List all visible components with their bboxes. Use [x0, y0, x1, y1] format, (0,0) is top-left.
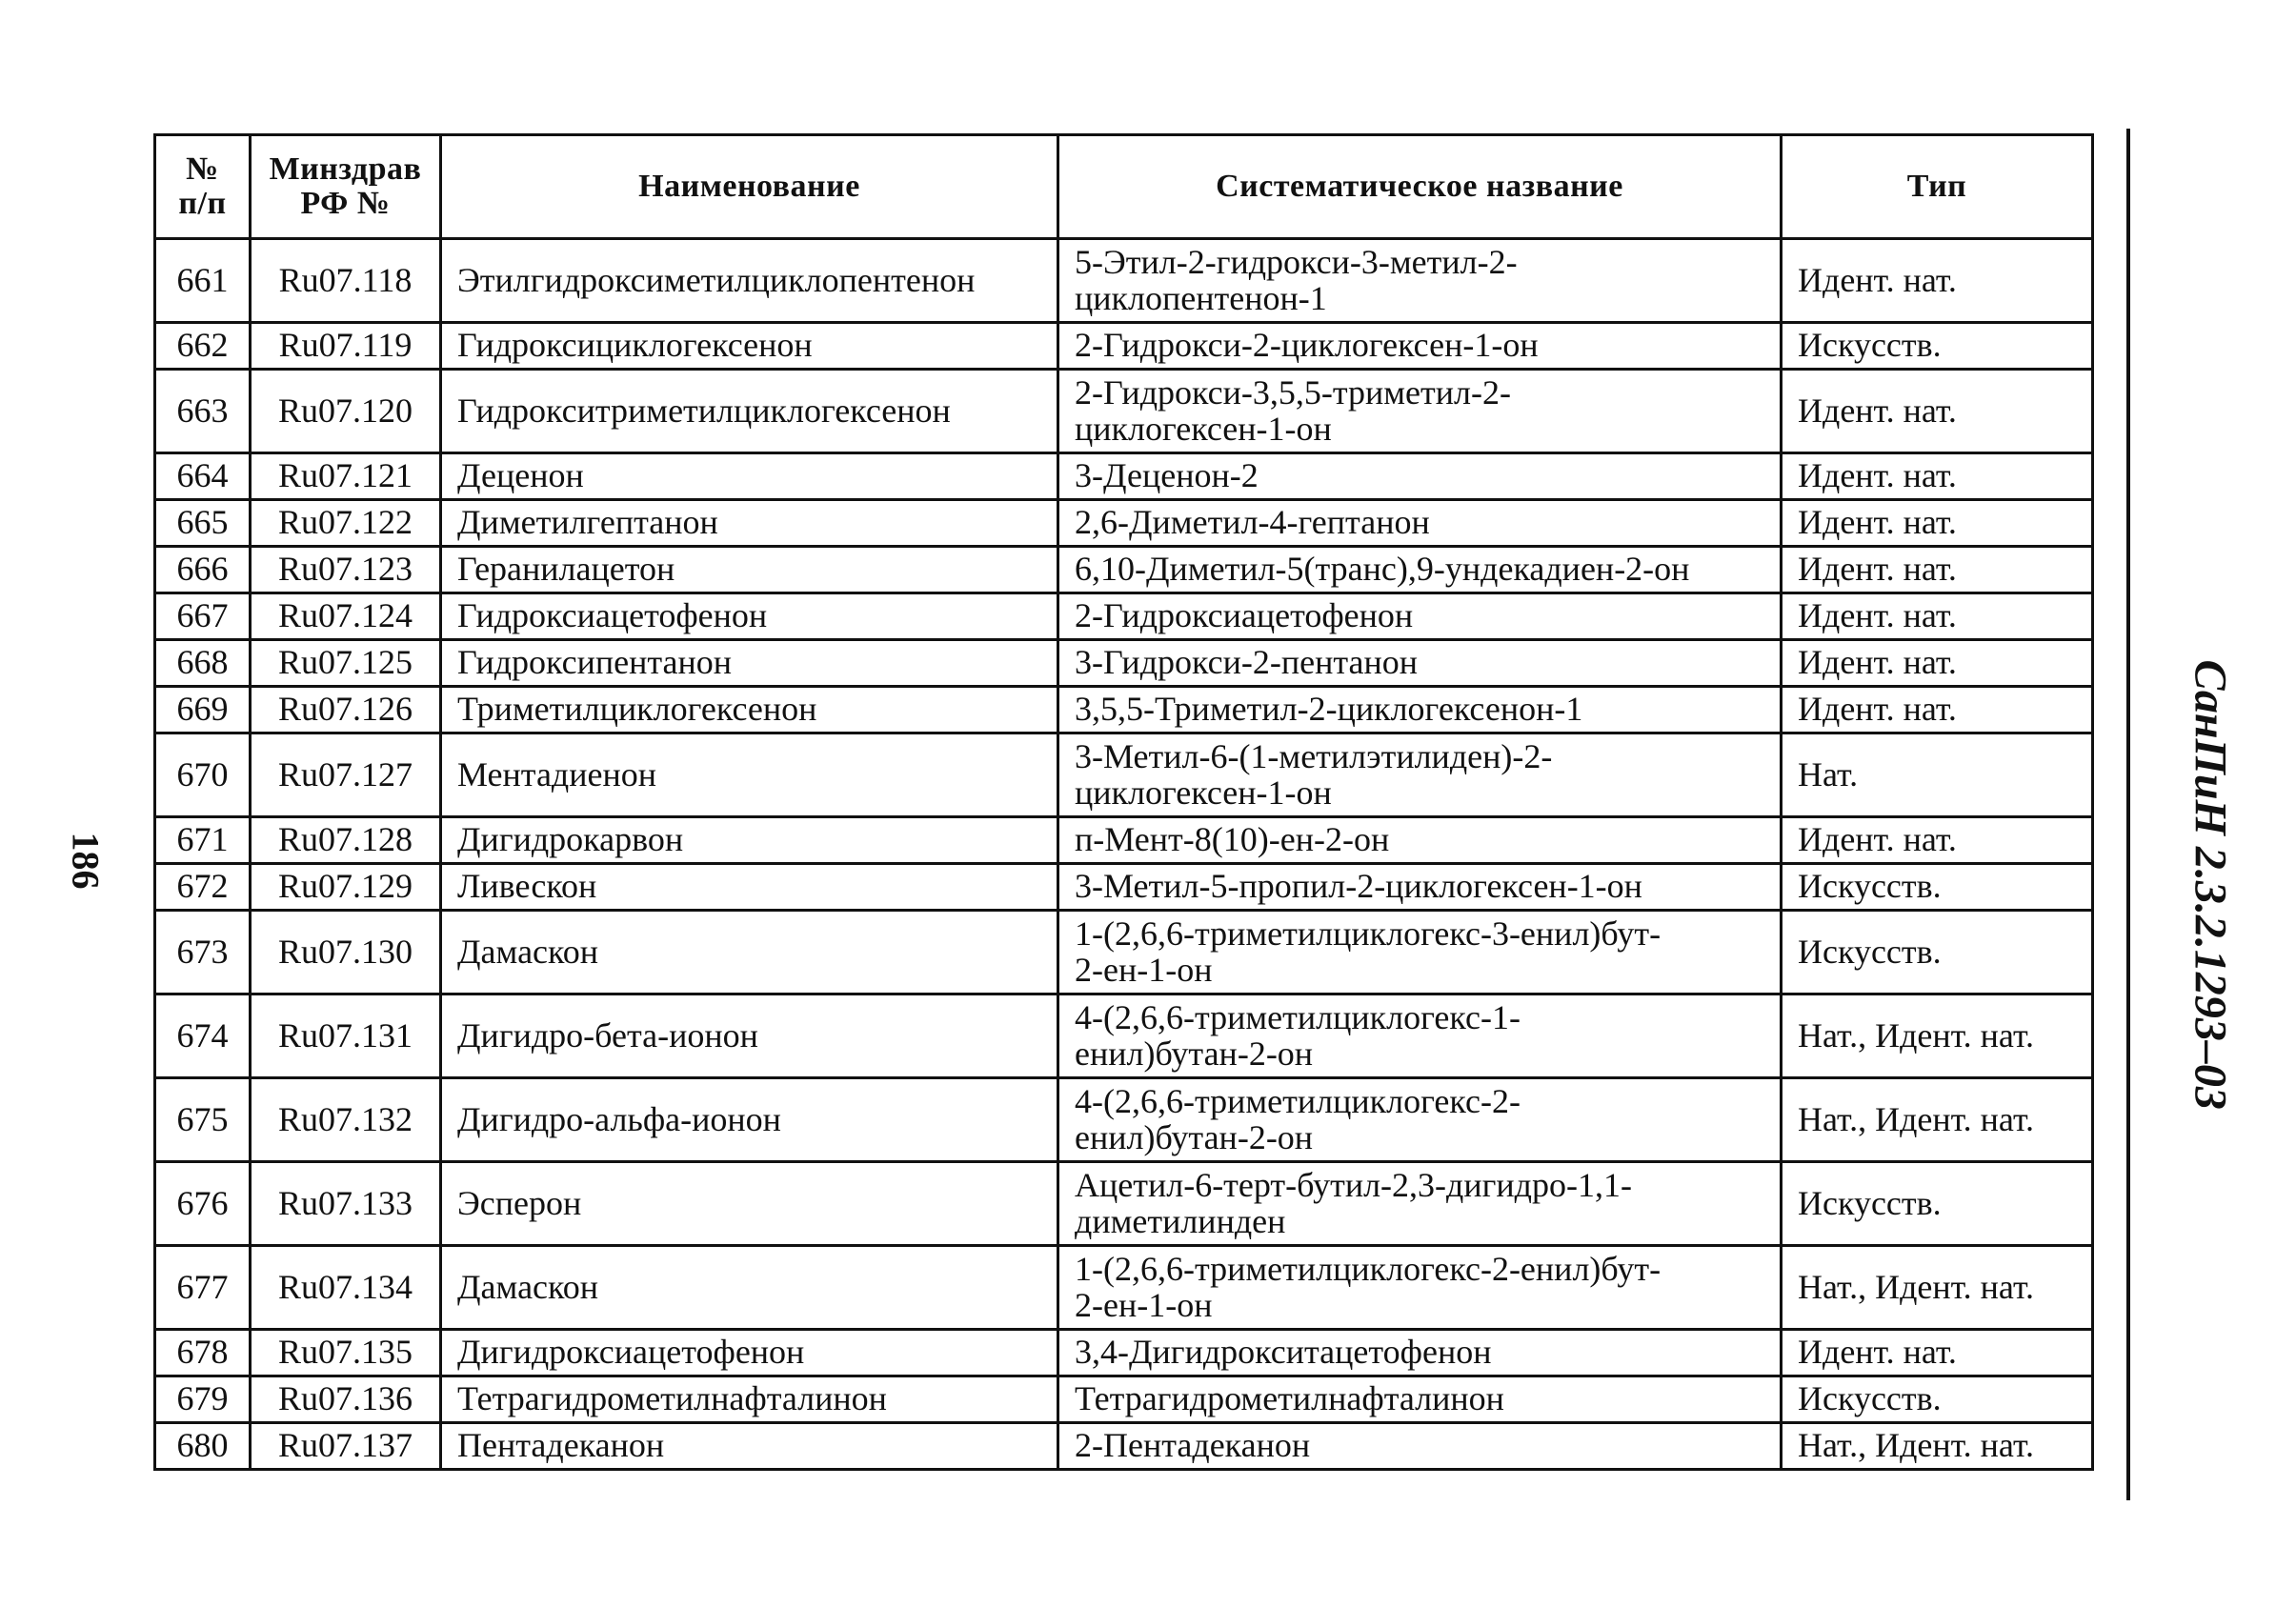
row-number: 678 [155, 1330, 251, 1376]
table-row [155, 500, 2093, 547]
systematic-name-line: 3,5,5-Триметил-2-циклогексенон-1 [1075, 690, 1583, 729]
row-number: 669 [155, 687, 251, 733]
row-systematic-name [1058, 687, 1782, 733]
systematic-name-line: 4-(2,6,6-триметилциклогекс-1- [1075, 997, 1521, 1036]
row-number: 673 [155, 911, 251, 994]
header-number [155, 135, 251, 239]
table-row [155, 370, 2093, 453]
row-ministry-code: Ru07.119 [251, 323, 441, 370]
systematic-name-line: 2-Пентадеканон [1075, 1426, 1311, 1465]
row-type: Нат., Идент. нат. [1782, 1423, 2093, 1470]
systematic-name-line: 6,10-Диметил-5(транс),9-ундекадиен-2-он [1075, 550, 1690, 589]
row-number: 668 [155, 640, 251, 687]
row-ministry-code: Ru07.124 [251, 593, 441, 640]
row-name: Ментадиенон [441, 733, 1058, 817]
running-title: СанПиН 2.3.2.1293–03 [2185, 659, 2236, 1110]
systematic-name-line: циклогексен-1-он [1075, 773, 1332, 812]
systematic-name-line: енил)бутан-2-он [1075, 1034, 1314, 1073]
systematic-name-line: п-Мент-8(10)-ен-2-он [1075, 820, 1390, 859]
systematic-name-line: 2,6-Диметил-4-гептанон [1075, 503, 1430, 542]
table-row [155, 453, 2093, 500]
row-name: Дигидро-альфа-ионон [441, 1078, 1058, 1162]
row-number: 672 [155, 864, 251, 911]
row-name: Пентадеканон [441, 1423, 1058, 1470]
row-number: 679 [155, 1376, 251, 1423]
table-row [155, 1162, 2093, 1246]
row-ministry-code: Ru07.123 [251, 547, 441, 593]
systematic-name-line: 3-Гидрокси-2-пентанон [1075, 643, 1419, 682]
table-row [155, 733, 2093, 817]
header-systematic-name: Систематическое название [1058, 135, 1782, 239]
row-ministry-code: Ru07.120 [251, 370, 441, 453]
systematic-name-line: 3-Деценон-2 [1075, 456, 1259, 495]
row-systematic-name [1058, 593, 1782, 640]
row-systematic-name [1058, 817, 1782, 864]
table-row [155, 1078, 2093, 1162]
row-name: Триметилциклогексенон [441, 687, 1058, 733]
row-type: Нат. [1782, 733, 2093, 817]
row-ministry-code: Ru07.132 [251, 1078, 441, 1162]
row-systematic-name [1058, 994, 1782, 1078]
row-type: Нат., Идент. нат. [1782, 1078, 2093, 1162]
systematic-name-line: енил)бутан-2-он [1075, 1117, 1314, 1156]
row-number: 667 [155, 593, 251, 640]
row-type: Идент. нат. [1782, 547, 2093, 593]
row-number: 670 [155, 733, 251, 817]
row-systematic-name [1058, 1078, 1782, 1162]
systematic-name-line: циклопентенон-1 [1075, 278, 1327, 317]
row-ministry-code: Ru07.136 [251, 1376, 441, 1423]
systematic-name-line: 3-Метил-5-пропил-2-циклогексен-1-он [1075, 867, 1642, 906]
row-systematic-name [1058, 640, 1782, 687]
row-type: Идент. нат. [1782, 370, 2093, 453]
row-systematic-name [1058, 500, 1782, 547]
table-row [155, 911, 2093, 994]
row-systematic-name [1058, 547, 1782, 593]
row-number: 663 [155, 370, 251, 453]
row-number: 674 [155, 994, 251, 1078]
table-row [155, 1423, 2093, 1470]
row-name: Гидроксипентанон [441, 640, 1058, 687]
row-ministry-code: Ru07.118 [251, 239, 441, 323]
row-type: Искусств. [1782, 864, 2093, 911]
row-systematic-name [1058, 864, 1782, 911]
row-type: Идент. нат. [1782, 239, 2093, 323]
row-number: 676 [155, 1162, 251, 1246]
table-header-row [155, 135, 2093, 239]
row-systematic-name [1058, 453, 1782, 500]
row-type: Идент. нат. [1782, 453, 2093, 500]
row-ministry-code: Ru07.131 [251, 994, 441, 1078]
row-ministry-code: Ru07.133 [251, 1162, 441, 1246]
flavoring-substances-table [153, 133, 2094, 1471]
row-name: Дигидро-бета-ионон [441, 994, 1058, 1078]
header-code-line2: РФ № [300, 186, 391, 221]
systematic-name-line: диметилинден [1075, 1201, 1286, 1240]
table-body [155, 239, 2093, 1470]
row-systematic-name [1058, 1330, 1782, 1376]
vertical-rule [2126, 129, 2130, 1500]
row-type: Идент. нат. [1782, 640, 2093, 687]
row-number: 671 [155, 817, 251, 864]
row-name: Эсперон [441, 1162, 1058, 1246]
header-number-line1: № [186, 151, 219, 188]
systematic-name-line: 2-Гидрокси-2-циклогексен-1-он [1075, 326, 1539, 365]
row-ministry-code: Ru07.130 [251, 911, 441, 994]
row-name: Дигидроксиацетофенон [441, 1330, 1058, 1376]
table-row [155, 323, 2093, 370]
row-name: Диметилгептанон [441, 500, 1058, 547]
row-type: Идент. нат. [1782, 1330, 2093, 1376]
row-name: Этилгидроксиметилциклопентенон [441, 239, 1058, 323]
row-type: Нат., Идент. нат. [1782, 994, 2093, 1078]
row-name: Тетрагидрометилнафталинон [441, 1376, 1058, 1423]
table-row [155, 640, 2093, 687]
systematic-name-line: Тетрагидрометилнафталинон [1075, 1379, 1504, 1418]
header-name: Наименование [441, 135, 1058, 239]
row-ministry-code: Ru07.126 [251, 687, 441, 733]
systematic-name-line: Ацетил-6-терт-бутил-2,3-дигидро-1,1- [1075, 1165, 1632, 1204]
row-ministry-code: Ru07.127 [251, 733, 441, 817]
row-number: 665 [155, 500, 251, 547]
header-ministry-code [251, 135, 441, 239]
row-ministry-code: Ru07.135 [251, 1330, 441, 1376]
header-code-line1: Минздрав [269, 151, 422, 188]
row-ministry-code: Ru07.134 [251, 1246, 441, 1330]
systematic-name-line: 3,4-Дигидрокситацетофенон [1075, 1333, 1492, 1372]
table-row [155, 1246, 2093, 1330]
row-name: Геранилацетон [441, 547, 1058, 593]
row-name: Гидроксиацетофенон [441, 593, 1058, 640]
row-number: 680 [155, 1423, 251, 1470]
row-type: Искусств. [1782, 911, 2093, 994]
row-type: Идент. нат. [1782, 593, 2093, 640]
systematic-name-line: 2-ен-1-он [1075, 1285, 1213, 1324]
row-systematic-name [1058, 733, 1782, 817]
row-number: 664 [155, 453, 251, 500]
header-number-line2: п/п [178, 186, 227, 221]
row-type: Искусств. [1782, 1162, 2093, 1246]
row-ministry-code: Ru07.121 [251, 453, 441, 500]
row-ministry-code: Ru07.122 [251, 500, 441, 547]
table-row [155, 994, 2093, 1078]
systematic-name-line: 2-ен-1-он [1075, 950, 1213, 989]
row-number: 666 [155, 547, 251, 593]
systematic-name-line: 3-Метил-6-(1-метилэтилиден)-2- [1075, 736, 1553, 775]
row-type: Искусств. [1782, 1376, 2093, 1423]
row-type: Нат., Идент. нат. [1782, 1246, 2093, 1330]
row-name: Дигидрокарвон [441, 817, 1058, 864]
row-systematic-name [1058, 1376, 1782, 1423]
row-type: Искусств. [1782, 323, 2093, 370]
row-ministry-code: Ru07.129 [251, 864, 441, 911]
systematic-name-line: 2-Гидрокси-3,5,5-триметил-2- [1075, 372, 1511, 412]
systematic-name-line: 5-Этил-2-гидрокси-3-метил-2- [1075, 242, 1518, 281]
row-type: Идент. нат. [1782, 817, 2093, 864]
row-name: Гидрокситриметилциклогексенон [441, 370, 1058, 453]
row-systematic-name [1058, 239, 1782, 323]
table-row [155, 239, 2093, 323]
table-row [155, 1330, 2093, 1376]
table-row [155, 817, 2093, 864]
row-type: Идент. нат. [1782, 500, 2093, 547]
row-systematic-name [1058, 1162, 1782, 1246]
systematic-name-line: 1-(2,6,6-триметилциклогекс-2-енил)бут- [1075, 1249, 1662, 1288]
row-number: 675 [155, 1078, 251, 1162]
row-ministry-code: Ru07.125 [251, 640, 441, 687]
systematic-name-line: 2-Гидроксиацетофенон [1075, 596, 1414, 635]
row-ministry-code: Ru07.128 [251, 817, 441, 864]
page-number: 186 [64, 832, 108, 890]
row-systematic-name [1058, 323, 1782, 370]
row-name: Дамаскон [441, 911, 1058, 994]
table-row [155, 687, 2093, 733]
row-name: Гидроксициклогексенон [441, 323, 1058, 370]
systematic-name-line: циклогексен-1-он [1075, 409, 1332, 448]
row-systematic-name [1058, 911, 1782, 994]
row-systematic-name [1058, 1246, 1782, 1330]
row-type: Идент. нат. [1782, 687, 2093, 733]
table-row [155, 593, 2093, 640]
row-name: Деценон [441, 453, 1058, 500]
row-name: Ливескон [441, 864, 1058, 911]
header-type: Тип [1782, 135, 2093, 239]
row-number: 677 [155, 1246, 251, 1330]
row-number: 661 [155, 239, 251, 323]
row-ministry-code: Ru07.137 [251, 1423, 441, 1470]
row-name: Дамаскон [441, 1246, 1058, 1330]
row-systematic-name [1058, 370, 1782, 453]
systematic-name-line: 4-(2,6,6-триметилциклогекс-2- [1075, 1081, 1521, 1120]
row-systematic-name [1058, 1423, 1782, 1470]
table-row [155, 864, 2093, 911]
table-row [155, 547, 2093, 593]
row-number: 662 [155, 323, 251, 370]
systematic-name-line: 1-(2,6,6-триметилциклогекс-3-енил)бут- [1075, 914, 1662, 953]
table-row [155, 1376, 2093, 1423]
